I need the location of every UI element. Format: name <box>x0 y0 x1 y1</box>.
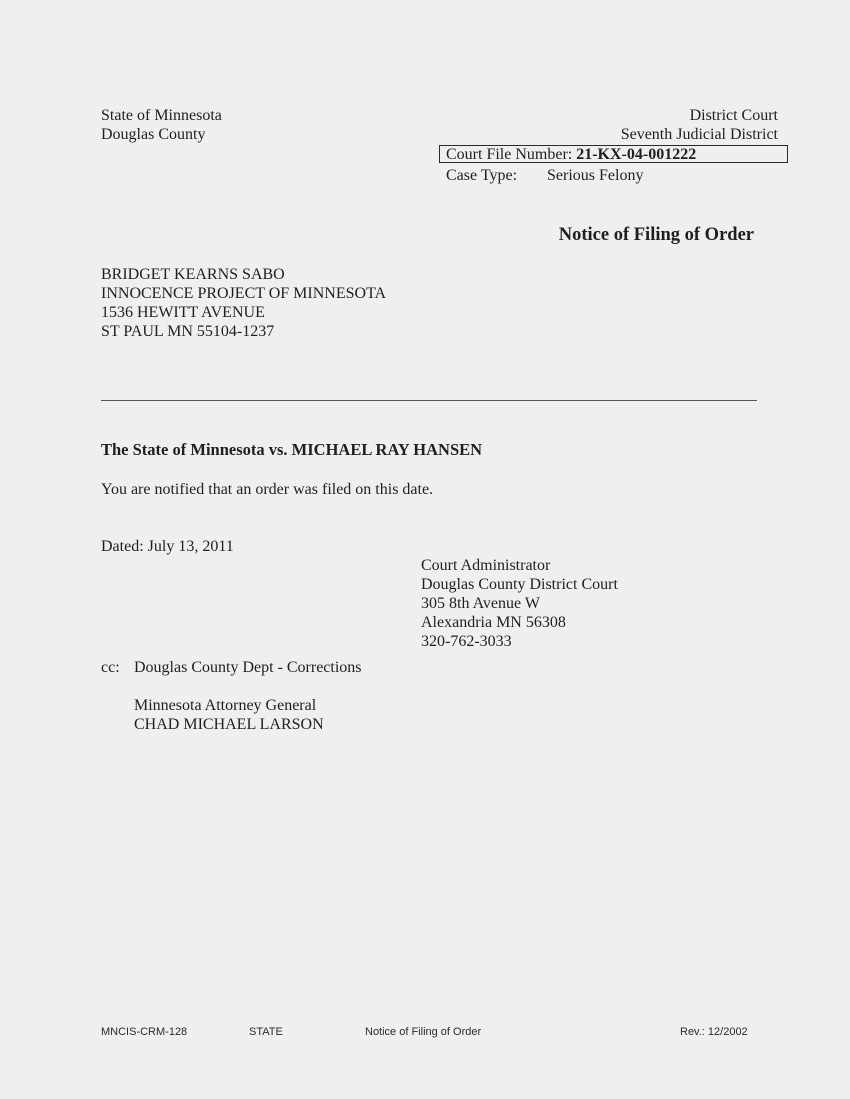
addressee-city: ST PAUL MN 55104-1237 <box>101 323 275 340</box>
state-name: State of Minnesota <box>101 107 222 124</box>
county-name: Douglas County <box>101 126 206 143</box>
cc-recipient: Minnesota Attorney General <box>134 697 317 714</box>
cc-recipient: CHAD MICHAEL LARSON <box>134 716 324 733</box>
footer-doc-name: Notice of Filing of Order <box>365 1026 482 1038</box>
admin-phone: 320-762-3033 <box>421 633 512 650</box>
case-type-label: Case Type: <box>446 167 518 184</box>
addressee-organization: INNOCENCE PROJECT OF MINNESOTA <box>101 285 387 302</box>
divider <box>101 400 757 401</box>
case-type-value: Serious Felony <box>547 167 644 184</box>
court-name: District Court <box>689 107 778 124</box>
addressee-name: BRIDGET KEARNS SABO <box>101 266 285 283</box>
footer-revision: Rev.: 12/2002 <box>680 1026 748 1038</box>
document-title: Notice of Filing of Order <box>558 225 754 245</box>
admin-court: Douglas County District Court <box>421 576 618 593</box>
addressee-block <box>101 265 386 341</box>
court-file-number: 21-KX-04-001222 <box>576 146 697 163</box>
case-caption: The State of Minnesota vs. MICHAEL RAY HANSEN <box>101 440 483 459</box>
judicial-district: Seventh Judicial District <box>620 126 778 143</box>
court-administrator-block <box>421 556 618 651</box>
addressee-street: 1536 HEWITT AVENUE <box>101 304 265 321</box>
dated-line: Dated: July 13, 2011 <box>101 538 234 555</box>
notice-text: You are notified that an order was filed on this date. <box>101 481 434 498</box>
admin-title: Court Administrator <box>421 557 551 574</box>
cc-label: cc: <box>101 659 120 676</box>
cc-recipients <box>134 658 362 734</box>
court-file-label: Court File Number: <box>446 146 573 163</box>
court-location-block <box>101 106 222 144</box>
admin-street: 305 8th Avenue W <box>421 595 540 612</box>
court-file-line <box>446 145 696 164</box>
footer-party: STATE <box>249 1026 283 1038</box>
footer-form-id: MNCIS-CRM-128 <box>101 1026 188 1038</box>
admin-city: Alexandria MN 56308 <box>421 614 566 631</box>
court-name-block <box>621 106 778 144</box>
cc-recipient: Douglas County Dept - Corrections <box>134 659 362 676</box>
